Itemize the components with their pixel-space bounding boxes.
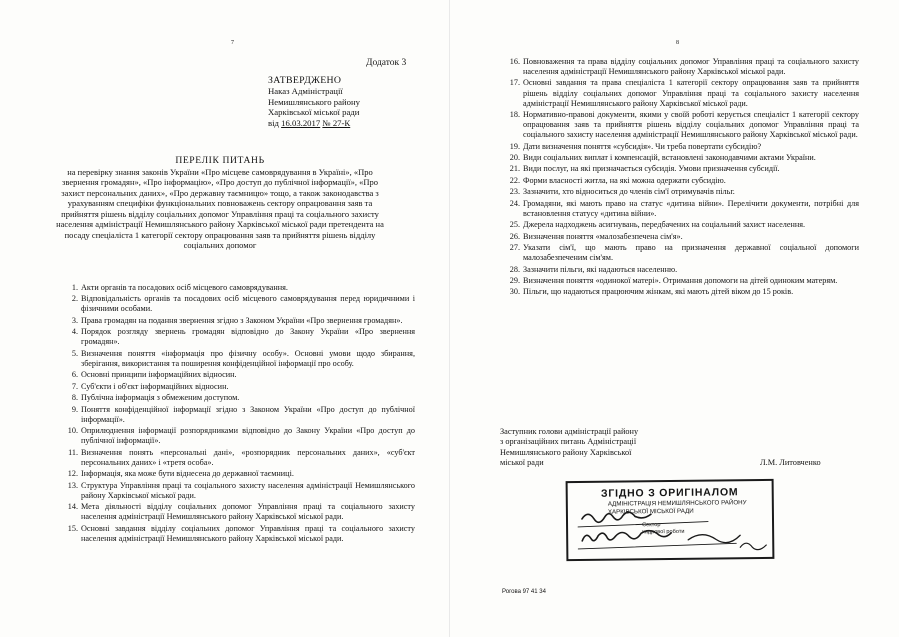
question-text: Мета діяльності відділу соціальних допомог Управління праці та соціального захисту населення адміністрації Немишлянського району Харківської міської ради. [81,502,415,522]
question-number: 24. [509,198,520,208]
question-text: Структура Управління праці та соціального захисту населення адміністрації Немишлянського району Харківської міської ради. [81,480,415,500]
question-item [62,524,415,544]
question-item [504,153,859,163]
question-number: 4. [71,327,78,337]
question-text: Пільги, що надаються працюючим жінкам, які мають дітей віком до 15 років. [523,287,794,297]
question-item [504,142,859,152]
question-text: Акти органів та посадових осіб місцевого самоврядування. [81,283,288,292]
approval-block [268,76,360,128]
question-item [62,502,415,522]
certification-stamp [566,479,775,561]
approval-date-line [268,118,360,128]
question-text: Повноваження та права відділу соціальних допомог Управління праці та соціального захисту населення адміністрації Немишлянського району Харківської міської ради. [523,57,859,77]
question-item [62,426,415,446]
question-item [62,294,415,314]
question-item [504,164,859,174]
question-item [62,382,415,392]
question-item [62,405,415,425]
question-number: 28. [509,264,520,274]
question-number: 11. [68,447,78,457]
question-number: 6. [71,370,78,380]
stamp-org-line-1: АДМІНІСТРАЦІЯ НЕМИШЛЯНСЬКОГО РАЙОНУ [607,499,747,508]
signature-block [500,427,638,468]
question-item [62,316,415,326]
footer-code: Рогова 97 41 34 [502,589,546,595]
question-text: Суб'єкти і об'єкт інформаційних відносин. [81,381,229,391]
question-item [504,110,859,140]
question-text: Указати сім'ї, що мають право на призначення державної соціальної допомоги малозабезпеченим сім'ям. [523,243,859,263]
right-page [450,0,899,637]
stamp-title: ЗГІДНО З ОРИГІНАЛОМ [600,486,739,500]
question-number: 22. [509,175,520,185]
stamp-org-line-2: ХАРКІВСЬКОЇ МІСЬКОЇ РАДИ [607,507,694,516]
question-list-left [62,283,415,545]
question-number: 20. [509,152,520,162]
question-text: Визначення поняття «малозабезпечена сім'я». [523,231,683,241]
question-item [504,78,859,108]
question-text: Оприлюднення інформації розпорядниками відповідно до Закону України «Про доступ до публічної інформації». [81,426,415,446]
question-text: Відповідальність органів та посадових осіб місцевого самоврядування перед юридичними і фізичними особами. [81,294,415,314]
question-text: Визначення поняття «одинокої матері». Отримання допомоги на дітей одиноким матерям. [523,276,838,286]
question-item [504,220,859,230]
signature-line-4: міської ради [500,457,544,467]
question-text: Форми власності житла, на які можна одержати субсидію. [523,175,726,185]
question-number: 29. [509,276,520,286]
question-item [62,349,415,369]
title-heading: ПЕРЕЛІК ПИТАНЬ [175,155,265,166]
question-item [504,287,859,297]
signature-line-1: Заступник голови адміністрації району [500,427,639,436]
question-number: 19. [509,141,520,151]
question-number: 8. [71,393,78,403]
question-number: 14. [67,502,78,512]
page-number: 7 [231,40,234,46]
question-number: 15. [67,523,78,533]
question-item [504,243,859,263]
question-item [504,276,859,286]
question-number: 18. [509,110,520,120]
question-item [62,327,415,347]
question-text: Визначення поняття «інформація про фізичну особу». Основні умови щодо збирання, зберігання, використання та поширення конфіденційної інформації про особу. [81,348,415,368]
question-number: 17. [509,78,520,88]
question-text: Дати визначення поняття «субсидія». Чи треба повертати субсидію? [523,141,762,151]
approval-heading: ЗАТВЕРДЖЕНО [268,75,342,86]
addendum-label: Додаток 3 [366,58,407,68]
question-text: Громадяни, які мають право на статус «дитина війни». Перелічити документи, потрібні для встановлення статусу «дитина війни». [523,198,859,218]
question-text: Права громадян на подання звернення згідно з Законом України «Про звернення громадян». [81,315,403,325]
signature-line-3: Немишлянського району Харківської [500,447,632,457]
question-text: Поняття конфіденційної інформації згідно з Законом України «Про доступ до публічної інформації». [81,404,415,424]
question-text: Джерела надходжень асигнувань, передбачених на соціальний захист населення. [523,220,806,230]
question-number: 1. [71,283,78,292]
question-number: 25. [509,220,520,230]
document-title [52,156,388,251]
question-text: Зазначити, хто відноситься до членів сім'ї отримувачів пільг. [523,187,735,197]
stamp-position-line-2: кадрової роботи [642,528,685,535]
question-text: Визначення понять «персональні дані», «розпорядник персональних даних», «суб'єкт персональних даних» і «третя особа». [81,447,415,467]
signer-name: Л.М. Литовченко [760,458,821,467]
question-number: 7. [71,381,78,391]
question-item [62,448,415,468]
question-item [504,265,859,275]
question-item [504,232,859,242]
question-list-right [504,57,859,299]
question-item [62,370,415,380]
question-text: Порядок розгляду звернень громадян відповідно до Закону України «Про звернення громадян». [81,327,415,347]
question-text: Основні завдання та права спеціаліста 1 категорії сектору опрацювання заяв та прийняття рішень відділу соціальних допомог Управління праці та соціального захисту населення адміністрації Немишлянського району Харківської міської ради. [523,78,859,108]
question-number: 23. [509,187,520,197]
title-body: на перевірку знання законів України «Про місцеве самоврядування в Україні», «Про звернення громадян», «Про інформацію», «Про доступ до публічної інформації», «Про захист персональних даних», «Про державну таємницю» тощо, а також законодавства з урахуванням специфіки функціональних повноважень сектору опрацювання заяв та прийняття рішень відділу соціальних допомог Управління праці та соціального захисту населення адміністрації Немишлянського району Харківської міської ради претендента на посаду спеціаліста 1 категорії сектору опрацювання заяв та прийняття рішень відділу соціальних допомог [56,166,384,250]
approval-line-1: Наказ Адміністрації [268,86,343,97]
question-item [62,283,415,293]
left-page [0,0,449,637]
approval-date: 16.03.2017 [281,117,321,128]
question-text: Основні принципи інформаційних відносин. [81,370,237,380]
question-number: 3. [71,315,78,325]
question-text: Види послуг, на які призначається субсидія. Умови призначення субсидії. [523,164,780,174]
question-number: 2. [71,294,78,304]
stamp-position-line-1: Сектор [642,522,661,529]
question-number: 5. [71,348,78,358]
question-number: 9. [71,404,78,414]
question-number: 13. [67,480,78,490]
question-number: 16. [509,57,520,66]
question-text: Види соціальних виплат і компенсацій, встановлені законодавчими актами України. [523,152,816,162]
approval-number: № 27-К [322,117,351,128]
question-number: 30. [509,287,520,297]
question-text: Публічна інформація з обмеженим доступом. [81,393,240,403]
question-item [62,393,415,403]
handwritten-signature-icon [568,481,777,563]
question-item [504,199,859,219]
question-number: 21. [509,164,520,174]
question-item [62,481,415,501]
question-text: Основні завдання відділу соціальних допомог Управління праці та соціального захисту населення адміністрації Немишлянського району Харківської міської ради. [81,523,415,543]
question-number: 27. [509,243,520,253]
question-text: Інформація, яка може бути віднесена до державної таємниці. [81,469,294,479]
approval-line-2: Немишлянського району [268,96,360,107]
question-item [504,176,859,186]
approval-date-prefix: від [268,117,279,128]
approval-line-3: Харківської міської ради [268,107,360,118]
question-item [62,469,415,479]
question-text: Зазначити пільги, які надаються населенню. [523,264,678,274]
question-number: 10. [67,426,78,436]
question-item [504,187,859,197]
question-item [504,57,859,77]
page-number: 8 [676,40,679,46]
question-text: Нормативно-правові документи, якими у своїй роботі керується спеціаліст 1 категорії сектору опрацювання заяв та прийняття рішень відділу соціальних допомог Управління праці та соціального захисту населення адміністрації Немишлянського району Харківської міської ради. [523,110,859,140]
question-number: 12. [67,469,78,479]
signature-line-2: з організаційних питань Адміністрації [500,437,637,447]
question-number: 26. [509,231,520,241]
